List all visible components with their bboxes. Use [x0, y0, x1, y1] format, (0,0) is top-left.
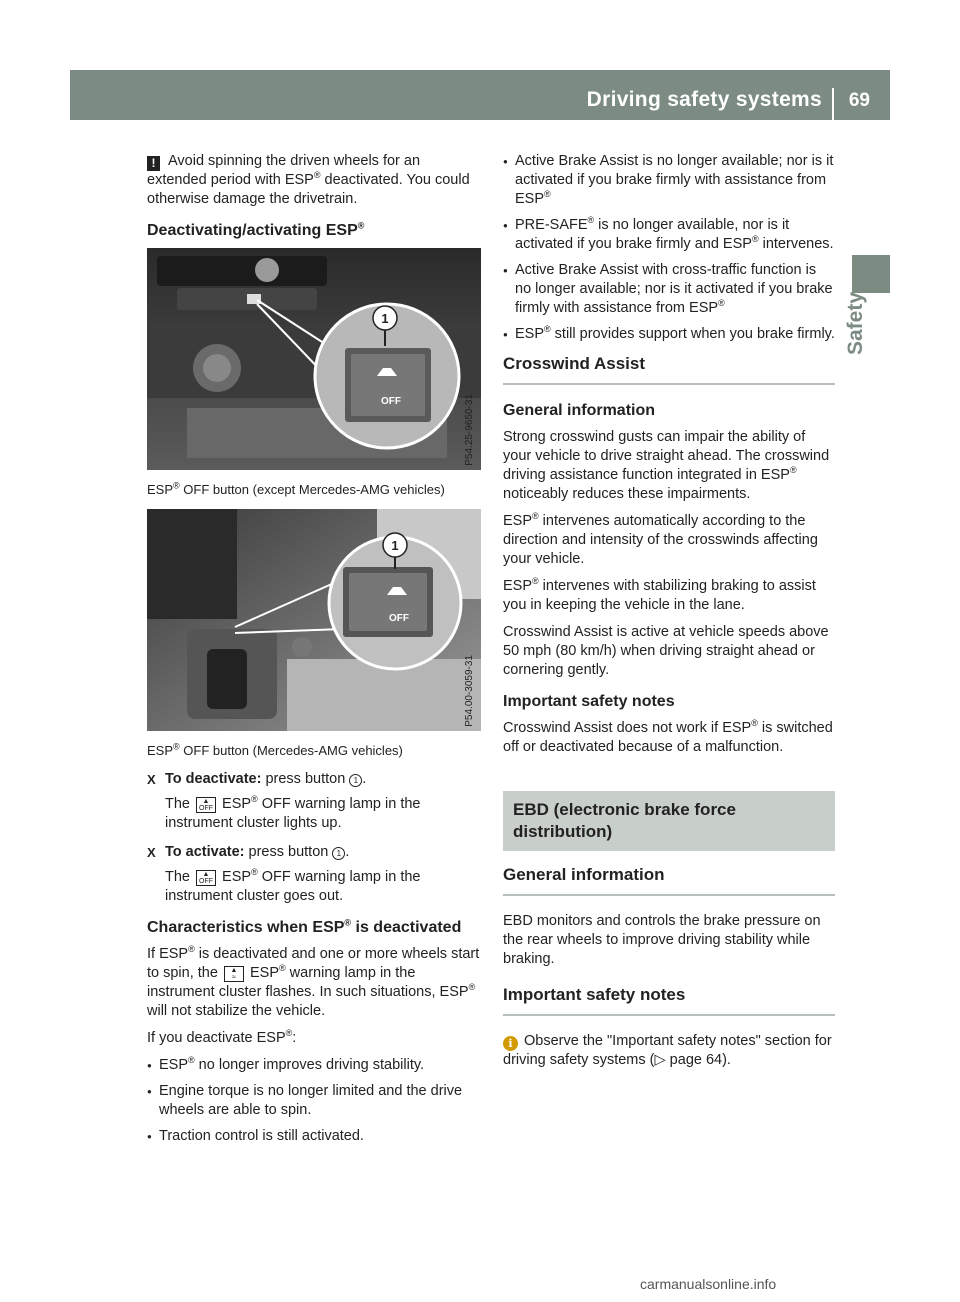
svg-text:OFF: OFF — [381, 396, 401, 407]
esp-button-photo-standard — [147, 248, 481, 470]
side-tab-label: Safety — [844, 291, 867, 355]
header-bar — [70, 70, 890, 120]
photo1-code: P54.25-9650-31 — [464, 394, 475, 466]
characteristics-para-2: If you deactivate ESP®: — [147, 1028, 297, 1046]
crosswind-para-1: Strong crosswind gusts can impair the ability of your vehicle to drive straight ahead. The crosswind driving assistance function integrated in ESP® noticeably reduces these impairments. — [503, 429, 830, 502]
list-item: ● Traction control is still activated. — [147, 1127, 481, 1146]
header-title: Driving safety systems — [586, 88, 822, 111]
step-activate: X To activate: press button 1 . — [147, 844, 350, 860]
crosswind-para-4: Crosswind Assist is active at vehicle speeds above 50 mph (80 km/h) when driving straight ahead or cornering gently. — [503, 624, 829, 678]
list-item: ● Engine torque is no longer limited and the drive wheels are able to spin. — [147, 1082, 481, 1120]
caption-photo1: ESP® OFF button (except Mercedes-AMG vehicles) — [147, 480, 445, 497]
left-column — [147, 152, 481, 1153]
photo2-code: P54.00-3059-31 — [464, 655, 475, 727]
warning-note: ! Avoid spinning the driven wheels for an extended period with ESP® deactivated. You could otherwise damage the drivetrain. — [147, 153, 470, 207]
heading-important-safety-notes: Important safety notes — [503, 693, 675, 710]
crosswind-para-3: ESP® intervenes with stabilizing braking to assist you in keeping the vehicle in the lane. — [503, 576, 816, 613]
list-item: ● ESP® still provides support when you brake firmly. — [503, 325, 835, 344]
step-arrow-icon: X — [147, 845, 156, 860]
side-tab-block — [852, 255, 890, 293]
header-separator — [832, 88, 834, 120]
photo1-callout: 1 — [381, 311, 389, 326]
list-item: ● Active Brake Assist is no longer available; nor is it activated if you brake firmly with assistance from ESP® — [503, 152, 835, 209]
svg-text:OFF: OFF — [389, 613, 409, 624]
warning-icon: ! — [147, 156, 160, 171]
page-number: 69 — [848, 90, 870, 111]
heading-deactivating: Deactivating/activating ESP® — [147, 220, 365, 239]
ebd-para-1: EBD monitors and controls the brake pressure on the rear wheels to improve driving stability while braking. — [503, 913, 821, 967]
list-item: ● PRE-SAFE® is no longer available, nor is it activated if you brake firmly and ESP® intervenes. — [503, 216, 835, 254]
footer-watermark: carmanualsonline.info — [640, 1276, 777, 1292]
list-item: ● ESP® no longer improves driving stability. — [147, 1056, 481, 1075]
list-item: ● Active Brake Assist with cross-traffic function is no longer available; nor is it activated if you brake firmly with assistance from ESP® — [503, 261, 835, 318]
right-column — [503, 152, 835, 1078]
heading-characteristics: Characteristics when ESP® is deactivated — [147, 917, 462, 936]
info-icon: i — [503, 1036, 518, 1051]
step-activate-result: The ▲ OFF ESP® OFF warning lamp in the instrument cluster goes out. — [165, 867, 421, 904]
ebd-note: i Observe the "Important safety notes" section for driving safety systems (▷ page 64). — [503, 1033, 832, 1068]
page-ref-arrow-icon: ▷ — [654, 1052, 666, 1068]
side-tab[interactable] — [840, 291, 900, 365]
esp-off-warning-icon: ▲ OFF — [196, 797, 216, 813]
crosswind-para-2: ESP® intervenes automatically according to the direction and intensity of the crosswinds affecting your vehicle. — [503, 511, 818, 567]
characteristics-para-1: If ESP® is deactivated and one or more wheels start to spin, the ▲ ≈ ESP® warning lamp in the instrument cluster flashes. In such situations, ESP® will not stabilize the vehicle. — [147, 944, 480, 1019]
heading-general-information: General information — [503, 402, 656, 419]
heading-ebd-important-safety-notes: Important safety notes — [503, 985, 835, 1016]
esp-button-photo-amg — [147, 509, 481, 731]
page-64-link[interactable]: page 64). — [665, 1052, 731, 1068]
callout-1-icon: 1 — [332, 847, 345, 860]
heading-ebd-general-information: General information — [503, 865, 835, 896]
photo2-callout: 1 — [391, 538, 399, 553]
callout-1-icon: 1 — [349, 774, 362, 787]
esp-off-warning-icon: ▲ OFF — [196, 870, 216, 886]
step-deactivate-result: The ▲ OFF ESP® OFF warning lamp in the instrument cluster lights up. — [165, 794, 421, 831]
step-arrow-icon: X — [147, 772, 156, 787]
esp-warning-icon: ▲ ≈ — [224, 966, 244, 982]
caption-photo2: ESP® OFF button (Mercedes-AMG vehicles) — [147, 741, 403, 758]
heading-crosswind-assist: Crosswind Assist — [503, 354, 835, 385]
step-deactivate: X To deactivate: press button 1 . — [147, 771, 367, 787]
heading-ebd: EBD (electronic brake force distribution) — [503, 791, 835, 851]
crosswind-para-5: Crosswind Assist does not work if ESP® is switched off or deactivated because of a malfunction. — [503, 718, 833, 755]
